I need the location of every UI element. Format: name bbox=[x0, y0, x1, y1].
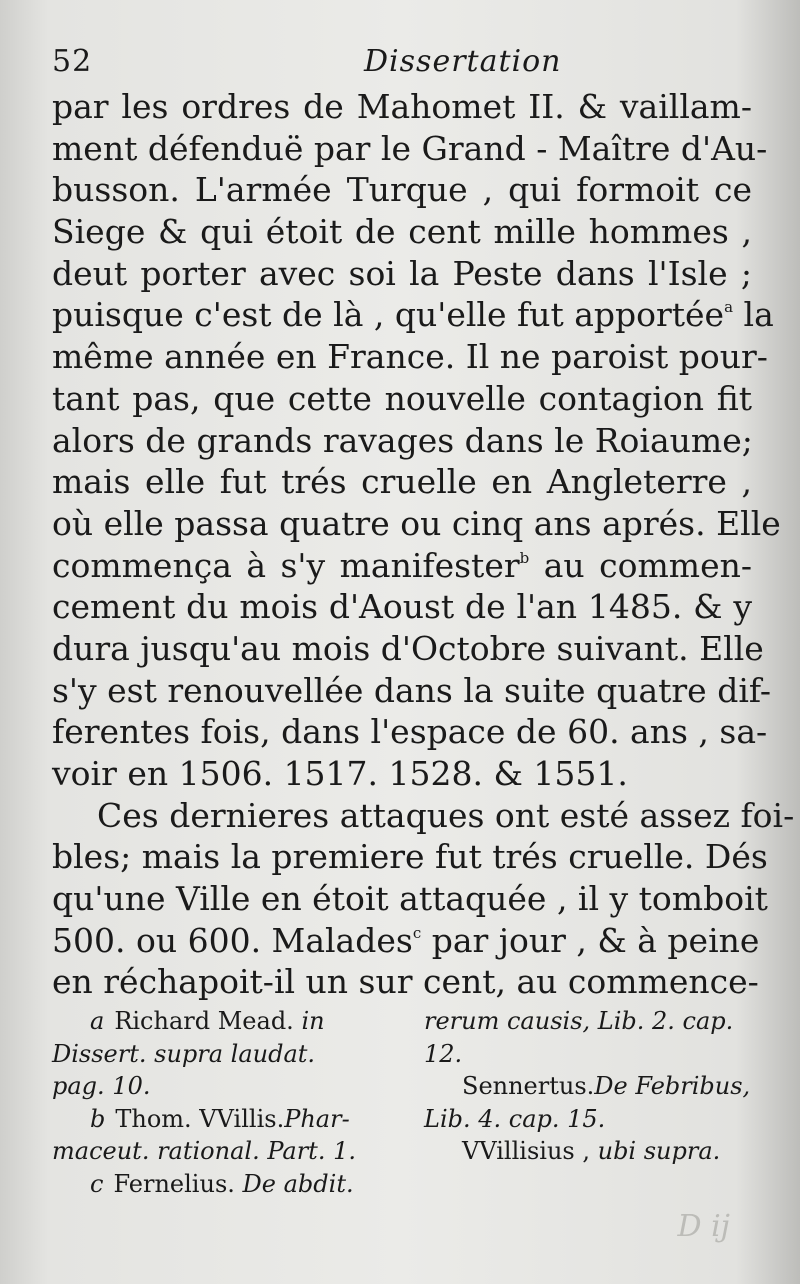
text-line: même année en France. Il ne paroist pour- bbox=[52, 337, 768, 377]
text-line: dura jusqu'au mois d'Octobre suivant. Elle bbox=[52, 628, 764, 668]
footnote-line bbox=[424, 1005, 769, 1038]
text-fragment: la bbox=[743, 295, 774, 335]
text-line: deut porter avec soi la Peste dans l'Isle ; bbox=[52, 253, 752, 293]
footnote-italic: De abdit. bbox=[242, 1169, 354, 1198]
page-number: 52 bbox=[52, 44, 93, 79]
footnote-italic: Dissert. supra laudat. bbox=[52, 1039, 316, 1068]
text-line: bles; mais la premiere fut trés cruelle. Dés bbox=[52, 837, 768, 877]
footnotes-left-column bbox=[52, 1005, 392, 1200]
footnote-ref-c: c bbox=[412, 923, 422, 942]
footnote-text: Sennertus. bbox=[462, 1072, 595, 1100]
footnote-italic: ubi supra. bbox=[597, 1137, 721, 1165]
footnotes bbox=[52, 1005, 767, 1205]
footnote-italic: De Febribus, bbox=[594, 1072, 751, 1100]
footnote-line bbox=[52, 1038, 392, 1071]
text-line bbox=[52, 545, 752, 587]
text-line: alors de grands ravages dans le Roiaume; bbox=[52, 420, 753, 460]
footnote-text: Thom. VVillis. bbox=[115, 1104, 285, 1133]
text-line: Siege & qui étoit de cent mille hommes , bbox=[52, 212, 752, 252]
footnote-line bbox=[424, 1135, 769, 1168]
footnote-italic: rerum causis, Lib. 2. cap. bbox=[424, 1007, 734, 1035]
footnote-line bbox=[424, 1070, 769, 1103]
signature-mark: D ij bbox=[677, 1209, 730, 1244]
text-line: par les ordres de Mahomet II. & vaillam- bbox=[52, 87, 752, 126]
text-line bbox=[52, 920, 760, 962]
text-fragment: commença à s'y manifester bbox=[52, 545, 520, 585]
footnote-marker: b bbox=[90, 1104, 106, 1133]
text-line: s'y est renouvellée dans la suite quatre dif- bbox=[52, 670, 772, 710]
footnote-italic: in bbox=[301, 1007, 325, 1035]
footnote-text: Fernelius. bbox=[113, 1169, 235, 1198]
footnote-line bbox=[424, 1103, 769, 1136]
footnote-line bbox=[424, 1038, 769, 1071]
text-fragment: 500. ou 600. Malades bbox=[52, 920, 413, 960]
text-line: busson. L'armée Turque , qui formoit ce bbox=[52, 170, 752, 210]
text-line: tant pas, que cette nouvelle contagion fit bbox=[52, 378, 752, 418]
footnotes-right-column bbox=[424, 1005, 769, 1168]
text-line: en réchapoit-il un sur cent, au commence- bbox=[52, 962, 759, 1002]
footnote-italic: 12. bbox=[424, 1039, 463, 1068]
text-line: cement du mois d'Aoust de l'an 1485. & y bbox=[52, 587, 752, 627]
footnote-text: VVillisius , bbox=[462, 1137, 590, 1165]
footnote-italic: maceut. rational. Part. 1. bbox=[52, 1137, 356, 1165]
footnote-line bbox=[52, 1168, 392, 1201]
text-fragment: par jour , & à peine bbox=[431, 920, 760, 960]
text-line: mais elle fut trés cruelle en Angleterre , bbox=[52, 462, 752, 502]
footnote-italic: Phar- bbox=[284, 1104, 350, 1133]
footnote-italic: Lib. 4. cap. 15. bbox=[424, 1104, 606, 1133]
footnote-line bbox=[52, 1070, 392, 1103]
body-text bbox=[52, 86, 795, 1003]
running-title: Dissertation bbox=[364, 44, 562, 79]
footnote-ref-b: b bbox=[519, 548, 530, 567]
text-line: ferentes fois, dans l'espace de 60. ans , sa- bbox=[52, 712, 768, 752]
footnote-italic: pag. 10. bbox=[52, 1072, 151, 1100]
footnote-text: Richard Mead. bbox=[114, 1007, 294, 1035]
text-line: Ces dernieres attaques ont esté assez foi- bbox=[97, 795, 795, 835]
text-line: qu'une Ville en étoit attaquée , il y tomboit bbox=[52, 879, 768, 919]
footnote-line bbox=[52, 1005, 392, 1038]
footnote-marker: a bbox=[90, 1007, 105, 1035]
footnote-ref-a: a bbox=[724, 298, 734, 317]
text-line bbox=[52, 294, 774, 336]
text-line: ment défenduë par le Grand - Maître d'Au- bbox=[52, 128, 768, 168]
text-line: où elle passa quatre ou cinq ans aprés. Elle bbox=[52, 503, 781, 543]
text-line: voir en 1506. 1517. 1528. & 1551. bbox=[52, 754, 628, 793]
text-fragment: puisque c'est de là , qu'elle fut apportée bbox=[52, 295, 725, 335]
footnote-line bbox=[52, 1103, 392, 1136]
footnote-marker: c bbox=[90, 1169, 104, 1198]
text-fragment: au commen- bbox=[543, 545, 752, 585]
footnote-line bbox=[52, 1135, 392, 1168]
